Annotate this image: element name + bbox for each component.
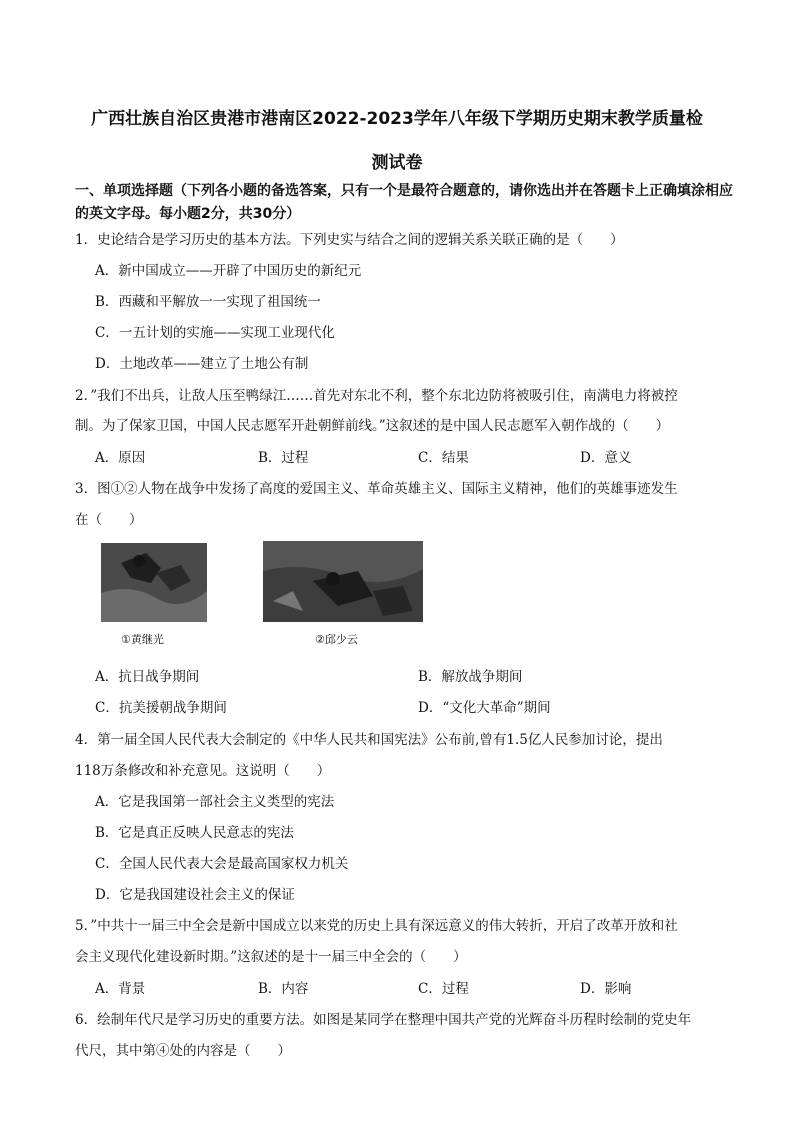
question-1-option-d: D．土地改革——建立了土地公有制 [95, 356, 309, 372]
question-3-stem-line-2: 在（ ） [75, 512, 143, 528]
question-3-stem-line-1: 3．图①②人物在战争中发扬了高度的爱国主义、革命英雄主义、国际主义精神，他们的英雄事迹发生 [75, 481, 678, 497]
question-3-option-b: B．解放战争期间 [418, 669, 523, 685]
question-2-option-c: C．结果 [418, 450, 469, 466]
question-1-stem: 1．史论结合是学习历史的基本方法。下列史实与结合之间的逻辑关系关联正确的是（ ） [75, 232, 624, 248]
question-2-option-d: D．意义 [580, 450, 632, 466]
photo-huang-jiguang-art [101, 543, 207, 622]
photo-caption-1: ①黄继光 [121, 633, 164, 646]
question-4-option-a: A．它是我国第一部社会主义类型的宪法 [95, 794, 335, 810]
question-4-stem-line-1: 4．第一届全国人民代表大会制定的《中华人民共和国宪法》公布前,曾有1.5亿人民参加讨论，提出 [75, 732, 663, 748]
question-5-option-d: D．影响 [580, 981, 632, 997]
photo-caption-2: ②邱少云 [315, 633, 358, 646]
question-5-option-c: C．过程 [418, 981, 469, 997]
question-1-option-c: C．一五计划的实施——实现工业现代化 [95, 325, 335, 341]
question-4-stem-line-2: 118万条修改和补充意见。这说明（ ） [75, 763, 331, 779]
question-3-option-d: D．“文化大革命”期间 [418, 700, 551, 716]
question-2-stem-line-2: 制。为了保家卫国，中国人民志愿军开赴朝鲜前线。”这叙述的是中国人民志愿军入朝作战的（ ） [75, 418, 670, 434]
exam-title-line-2: 测试卷 [371, 153, 423, 173]
question-1-option-a: A．新中国成立——开辟了中国历史的新纪元 [95, 263, 362, 279]
exam-title-line-1: 广西壮族自治区贵港市港南区2022-2023学年八年级下学期历史期末教学质量检 [91, 109, 703, 129]
photo-qiu-shaoyun-art [263, 541, 423, 622]
question-1-option-b: B．西藏和平解放一一实现了祖国统一 [95, 294, 321, 310]
question-5-option-a: A．背景 [95, 981, 146, 997]
question-5-stem-line-2: 会主义现代化建设新时期。”这叙述的是十一届三中全会的（ ） [75, 949, 467, 965]
section-heading: 一、单项选择题（下列各小题的备选答案，只有一个是最符合题意的，请你选出并在答题卡上正确填涂相应的英文字母。每小题2分，共30分） [75, 183, 733, 222]
photo-huang-jiguang [101, 543, 207, 622]
question-3-option-c: C．抗美援朝战争期间 [95, 700, 227, 716]
question-4-option-d: D．它是我国建设社会主义的保证 [95, 887, 295, 903]
question-5-option-b: B．内容 [258, 981, 309, 997]
question-6-stem-line-2: 代尺，其中第④处的内容是（ ） [75, 1043, 291, 1059]
question-4-option-c: C．全国人民代表大会是最高国家权力机关 [95, 856, 349, 872]
question-3-option-a: A．抗日战争期间 [95, 669, 200, 685]
question-2-option-b: B．过程 [258, 450, 309, 466]
question-2-stem-line-1: 2．”我们不出兵，让敌人压至鸭绿江……首先对东北不利，整个东北边防将被吸引住，南满电力将被控 [75, 388, 678, 404]
question-5-stem-line-1: 5．”中共十一届三中全会是新中国成立以来党的历史上具有深远意义的伟大转折，开启了改革开放和社 [75, 918, 678, 934]
question-6-stem-line-1: 6．绘制年代尺是学习历史的重要方法。如图是某同学在整理中国共产党的光辉奋斗历程时绘制的党史年 [75, 1012, 692, 1028]
question-4-option-b: B．它是真正反映人民意志的宪法 [95, 825, 294, 841]
question-2-option-a: A．原因 [95, 450, 146, 466]
photo-qiu-shaoyun [263, 541, 423, 622]
